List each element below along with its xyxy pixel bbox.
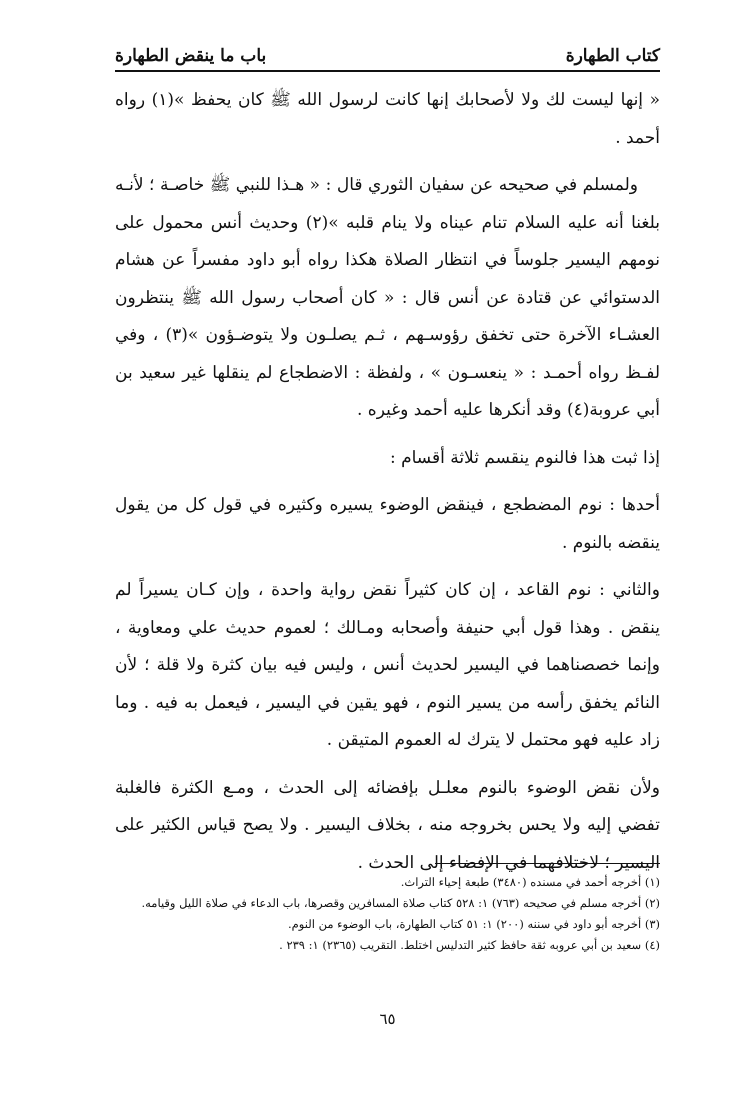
footnote-3: (٣) أخرجه أبو داود في سننه (٢٠٠) ١: ٥١ كتاب الطهارة، باب الوضوء من النوم. bbox=[288, 917, 660, 931]
footnotes bbox=[115, 872, 660, 956]
main-text bbox=[115, 82, 660, 882]
running-header bbox=[115, 30, 660, 72]
paragraph-muslim-thawri: ولمسلم في صحيحه عن سفيان الثوري قال : « هـذا للنبي ﷺ خاصـة ؛ لأنـه بلغنا أنه عليه السلام تنام عيناه ولا ينام قلبه »(٢) وحديث أنس محمول على نومهم اليسير جلوساً في انتظار الصلاة هكذا رواه أبو داود مفسراً عن هشام الدستوائي عن قتادة عن أنس قال : « كان أصحاب رسول الله ﷺ ينتظرون العشـاء الآخرة حتى تخفق رؤوسـهم ، ثـم يصلـون ولا يتوضـؤون »(٣) ، وفي لفـظ رواه أحمـد : « ينعسـون » ، ولفظة : الاضطجاع لم ينقلها غير سعيد بن أبي عروبة(٤) وقد أنكرها عليه أحمد وغيره . bbox=[115, 175, 660, 420]
paragraph-second-division: والثاني : نوم القاعد ، إن كان كثيراً نقض رواية واحدة ، وإن كـان يسيراً لم ينقض . وهذا قول أبي حنيفة وأصحابه ومـالك ؛ لعموم حديث علي ومعاوية ، وإنما خصصناهما في اليسير لحديث أنس ، وليس فيه بيان كثرة ولا قلة ؛ لأن النائم يخفق رأسه من يسير النوم ، فهو يقين في اليسير ، فيعمل به فيه . وما زاد عليه فهو محتمل لا يترك له العموم المتيقن . bbox=[115, 580, 660, 750]
footnote-2: (٢) أخرجه مسلم في صحيحه (٧٦٣) ١: ٥٢٨ كتاب صلاة المسافرين وقصرها، باب الدعاء في صلاة الليل وقيامه. bbox=[141, 896, 660, 910]
footnote-1: (١) أخرجه أحمد في مسنده (٣٤٨٠) طبعة إحياء التراث. bbox=[400, 875, 660, 889]
paragraph-reasoning: ولأن نقض الوضوء بالنوم معلـل بإفضائه إلى الحدث ، ومـع الكثرة فالغلبة تفضي إليه ولا يحس بخروجه منه ، بخلاف اليسير . ولا يصح قياس الكثير على اليسير ؛ لاختلافهما في الإفضاء إلى الحدث . bbox=[115, 777, 660, 873]
footnote-4: (٤) سعيد بن أبي عروبه ثقة حافظ كثير التدليس اختلط. التقريب (٢٣٦٥) ١: ٢٣٩ . bbox=[279, 938, 660, 952]
book-page bbox=[115, 30, 660, 1070]
page-number: ٦٥ bbox=[379, 1010, 396, 1028]
paragraph-hadith-ahmad: « إنها ليست لك ولا لأصحابك إنها كانت لرسول الله ﷺ كان يحفظ »(١) رواه أحمد . bbox=[115, 90, 660, 148]
chapter-title: باب ما ينقض الطهارة bbox=[115, 46, 267, 66]
paragraph-first-division: أحدها : نوم المضطجع ، فينقض الوضوء يسيره وكثيره في قول كل من يقول ينقضه بالنوم . bbox=[115, 495, 660, 553]
footnote-separator bbox=[435, 863, 660, 864]
book-title: كتاب الطهارة bbox=[565, 46, 660, 66]
paragraph-sleep-divisions: إذا ثبت هذا فالنوم ينقسم ثلاثة أقسام : bbox=[389, 447, 660, 468]
